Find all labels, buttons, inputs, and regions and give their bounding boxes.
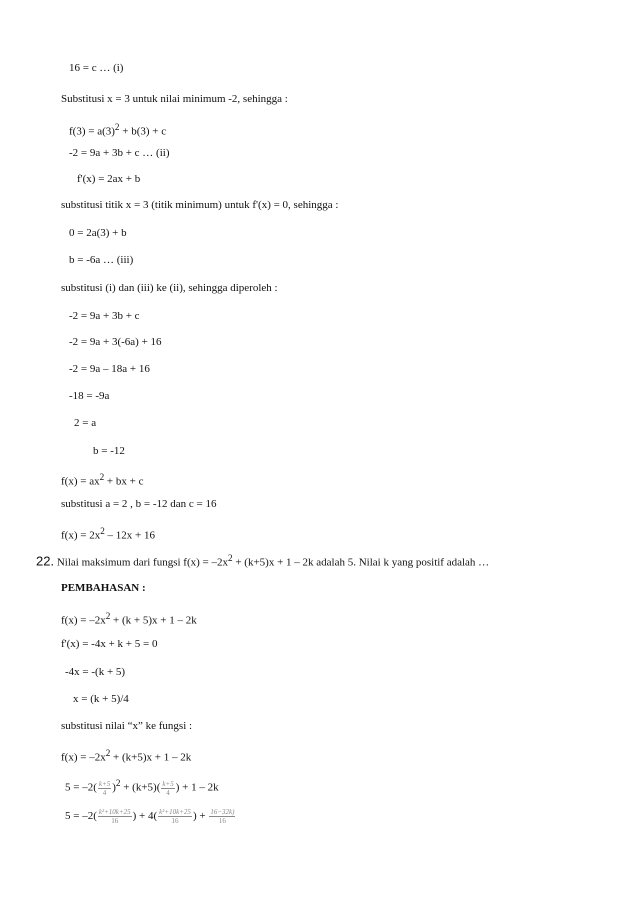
equation-line bbox=[74, 416, 96, 430]
equation-line bbox=[69, 253, 133, 267]
fraction-numerator: k+5 bbox=[162, 779, 174, 788]
text: f'(x) = 2ax + b bbox=[77, 173, 141, 185]
text: substitusi a = 2 , b = -12 dan c = 16 bbox=[61, 498, 217, 510]
superscript: 2 bbox=[228, 553, 233, 563]
text: 2 = a bbox=[74, 417, 97, 429]
text: -2 = 9a – 18a + 16 bbox=[69, 363, 150, 375]
text: + (k + 5)x + 1 – 2k bbox=[110, 614, 197, 627]
text: substitusi (i) dan (iii) ke (ii), sehingga diperoleh : bbox=[61, 282, 278, 294]
equation-line bbox=[69, 309, 140, 323]
question-text: Nilai maksimum dari fungsi f(x) = –2x bbox=[56, 556, 229, 569]
text: + bx + c bbox=[104, 475, 144, 488]
superscript: 2 bbox=[114, 122, 120, 132]
equation-line bbox=[69, 389, 109, 403]
fraction-denominator: 4 bbox=[98, 788, 111, 797]
text: Substitusi x = 3 untuk nilai minimum -2, sehingga : bbox=[61, 93, 288, 105]
fraction-denominator: 16 bbox=[98, 816, 132, 825]
fraction-denominator: 16 bbox=[209, 816, 235, 825]
fraction bbox=[209, 808, 235, 825]
section-heading bbox=[61, 581, 146, 595]
text: ) + bbox=[192, 810, 209, 823]
equation-line bbox=[73, 692, 129, 706]
equation-line bbox=[61, 524, 155, 543]
fraction bbox=[161, 780, 174, 797]
text: -2 = 9a + 3(-6a) + 16 bbox=[69, 336, 162, 348]
equation-line bbox=[61, 609, 197, 628]
equation-line bbox=[61, 637, 157, 651]
text: f(x) = ax bbox=[61, 475, 100, 488]
equation-line bbox=[69, 146, 169, 160]
equation-line bbox=[69, 61, 123, 75]
text: substitusi titik x = 3 (titik minimum) untuk f'(x) = 0, sehingga : bbox=[61, 199, 339, 211]
fraction-denominator: 4 bbox=[161, 788, 174, 797]
text: + (k+5)( bbox=[120, 781, 161, 794]
paragraph-line bbox=[61, 281, 278, 295]
fraction-denominator: 16 bbox=[158, 816, 192, 825]
text: b = -12 bbox=[93, 445, 125, 457]
text: 5 = –2( bbox=[65, 810, 97, 823]
paragraph-line bbox=[61, 198, 338, 212]
equation-line bbox=[65, 665, 125, 679]
text: f(x) = –2x bbox=[61, 614, 106, 627]
text: PEMBAHASAN : bbox=[61, 582, 146, 594]
fraction-numerator: 16−32k) bbox=[210, 808, 235, 816]
paragraph-line bbox=[61, 497, 217, 511]
text: f'(x) = -4x + k + 5 = 0 bbox=[61, 638, 158, 650]
fraction-numerator: k²+10k+25 bbox=[159, 808, 191, 816]
text: 5 = –2( bbox=[65, 781, 97, 794]
equation-line bbox=[77, 172, 140, 186]
paragraph-line bbox=[61, 719, 192, 733]
equation-line bbox=[61, 746, 191, 765]
superscript: 2 bbox=[100, 526, 105, 536]
text: ) bbox=[112, 781, 116, 794]
text: – 12x + 16 bbox=[104, 529, 155, 542]
equation-line bbox=[61, 470, 143, 489]
superscript: 2 bbox=[105, 748, 111, 758]
equation-line bbox=[69, 335, 162, 349]
text: f(x) = –2x bbox=[61, 751, 106, 764]
superscript: 2 bbox=[99, 472, 105, 482]
equation-line bbox=[69, 362, 150, 376]
text: -4x = -(k + 5) bbox=[65, 666, 126, 678]
equation-line bbox=[65, 776, 219, 797]
question-line bbox=[36, 551, 489, 570]
paragraph-line bbox=[61, 92, 288, 106]
equation-line bbox=[93, 444, 125, 458]
text: ) + 1 – 2k bbox=[175, 781, 219, 794]
text: substitusi nilai “x” ke fungsi : bbox=[61, 720, 193, 732]
fraction-numerator: k+5 bbox=[98, 779, 111, 788]
question-text: + (k+5)x + 1 – 2k adalah 5. Nilai k yang positif adalah … bbox=[232, 556, 490, 569]
text: f(3) = a(3) bbox=[69, 125, 115, 138]
text: + (k+5)x + 1 – 2k bbox=[110, 751, 192, 764]
fraction bbox=[98, 780, 111, 797]
fraction-numerator: k²+10k+25 bbox=[98, 808, 131, 816]
equation-line bbox=[69, 120, 166, 139]
equation-line bbox=[65, 808, 236, 825]
superscript: 2 bbox=[105, 611, 111, 621]
text: 16 = c … (i) bbox=[69, 62, 124, 74]
text: x = (k + 5)/4 bbox=[73, 693, 129, 705]
text: f(x) = 2x bbox=[61, 529, 101, 542]
fraction bbox=[158, 808, 192, 825]
equation-line bbox=[69, 226, 127, 240]
question-number: 22. bbox=[36, 553, 55, 569]
fraction bbox=[98, 808, 132, 825]
text: -2 = 9a + 3b + c bbox=[69, 310, 140, 322]
superscript: 2 bbox=[115, 778, 121, 788]
text: -18 = -9a bbox=[69, 390, 110, 402]
text: b = -6a … (iii) bbox=[69, 254, 134, 266]
text: 0 = 2a(3) + b bbox=[69, 227, 127, 239]
text: + b(3) + c bbox=[119, 125, 167, 138]
text: ) + 4( bbox=[132, 810, 158, 823]
text: -2 = 9a + 3b + c … (ii) bbox=[69, 147, 170, 159]
